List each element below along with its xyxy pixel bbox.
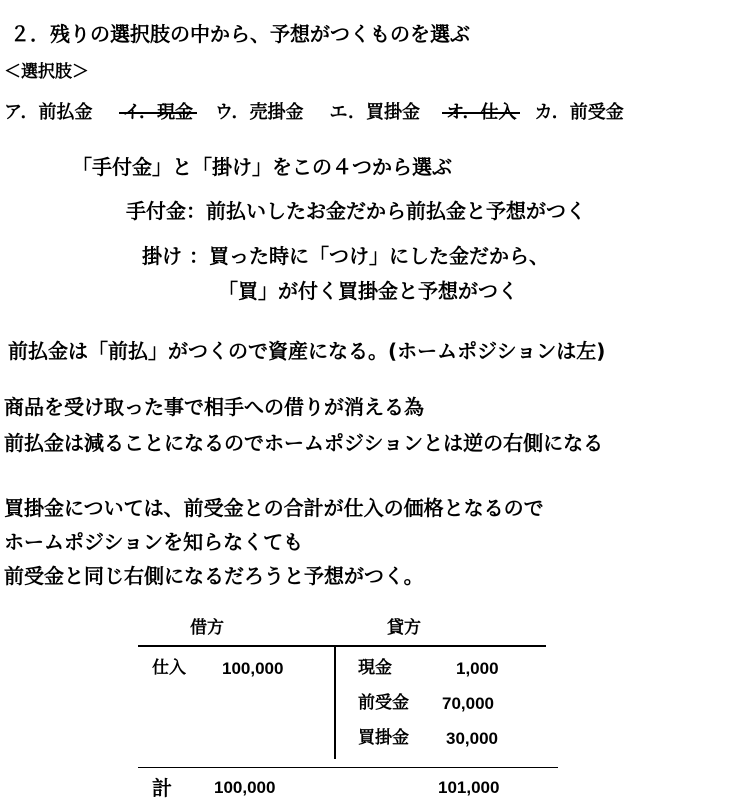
choice-item: ア．前払金 bbox=[4, 102, 93, 123]
paragraph-reason-line2: 前払金は減ることになるのでホームポジションとは逆の右側になる bbox=[4, 431, 604, 455]
credit-amount: 30,000 bbox=[446, 729, 498, 748]
choice-item: カ．前受金 bbox=[534, 102, 624, 123]
credit-account: 買掛金 bbox=[358, 728, 409, 748]
credit-account: 前受金 bbox=[358, 693, 409, 713]
section-heading: ２．残りの選択肢の中から、予想がつくものを選ぶ bbox=[10, 22, 470, 46]
credit-amount: 1,000 bbox=[456, 659, 499, 678]
choice-item: エ．買掛金 bbox=[329, 102, 421, 123]
paragraph-reason-line1: 商品を受け取った事で相手への借りが消える為 bbox=[4, 395, 424, 419]
paragraph-kaikake-line3: 前受金と同じ右側になるだろうと予想がつく。 bbox=[4, 564, 424, 588]
paragraph-kaikake-line1: 買掛金については、前受金との合計が仕入の価格となるので bbox=[4, 496, 544, 520]
choice-item-struck: オ．仕入 bbox=[446, 98, 516, 124]
credit-total: 101,000 bbox=[438, 778, 500, 797]
choice-item: ウ．売掛金 bbox=[214, 102, 304, 123]
tetsuke-explanation: 手付金：前払いしたお金だから前払金と予想がつく bbox=[126, 199, 586, 223]
total-rule bbox=[138, 767, 558, 768]
credit-account: 現金 bbox=[358, 658, 392, 678]
debit-amount: 100,000 bbox=[222, 659, 284, 678]
credit-amount: 70,000 bbox=[442, 694, 494, 713]
choices-list bbox=[4, 98, 624, 124]
header-rule bbox=[138, 645, 546, 647]
debit-header: 借方 bbox=[190, 618, 224, 638]
kake-explanation-line1: 掛け ：買った時に「つけ」にした金だから、 bbox=[142, 244, 549, 268]
select-instruction: 「手付金」と「掛け」をこの４つから選ぶ bbox=[72, 155, 452, 179]
credit-header: 貸方 bbox=[387, 618, 421, 638]
choice-item-struck: イ．現金 bbox=[123, 98, 193, 124]
total-label: 計 bbox=[152, 776, 172, 800]
paragraph-kaikake-line2: ホームポジションを知らなくても bbox=[4, 530, 304, 554]
choices-label: ＜選択肢＞ bbox=[4, 62, 89, 82]
debit-account: 仕入 bbox=[152, 658, 186, 678]
debit-total: 100,000 bbox=[214, 778, 276, 797]
center-divider bbox=[334, 647, 336, 759]
kake-explanation-line2: 「買」が付く買掛金と予想がつく bbox=[218, 279, 518, 303]
paragraph-maebarai: 前払金は「前払」がつくので資産になる。(ホームポジションは左) bbox=[8, 339, 606, 363]
